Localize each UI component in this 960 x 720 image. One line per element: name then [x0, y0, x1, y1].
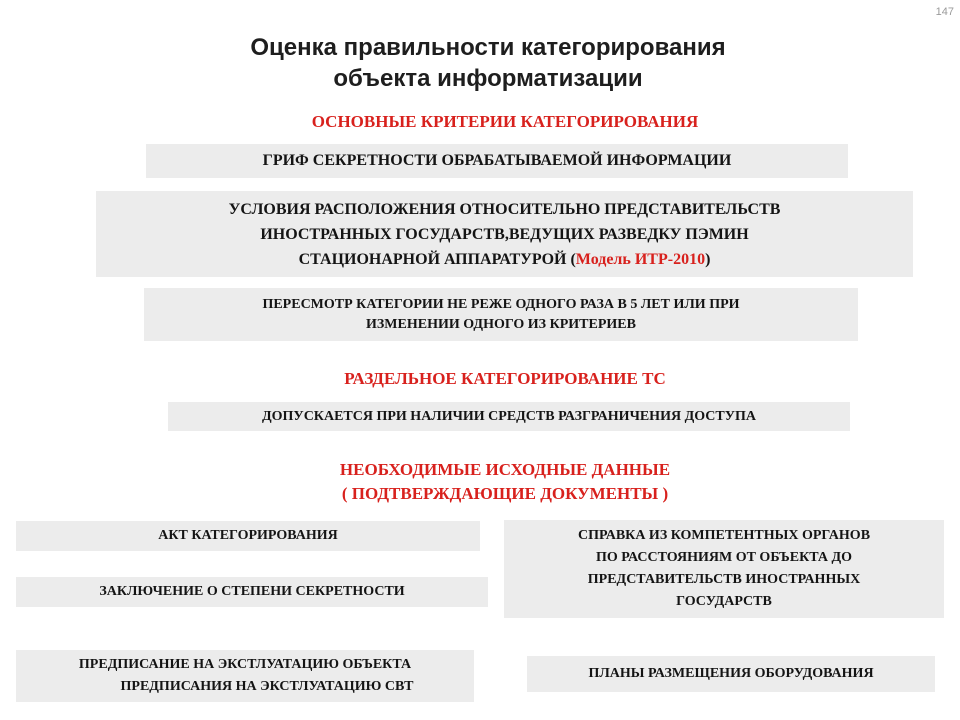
plans-box [527, 656, 935, 692]
classification-box [146, 144, 848, 178]
reference-line-2: ПО РАССТОЯНИЯМ ОТ ОБЪЕКТА ДО [595, 550, 853, 565]
required-data-heading-line-2: ( ПОДТВЕРЖДАЮЩИЕ ДОКУМЕНТЫ ) [341, 484, 669, 503]
prescription-line-1: ПРЕДПИСАНИЕ НА ЭКСТЛУАТАЦИЮ ОБЪЕКТА [78, 657, 412, 672]
review-line-2: ИЗМЕНЕНИИ ОДНОГО ИЗ КРИТЕРИЕВ [366, 316, 636, 332]
review-line-1: ПЕРЕСМОТР КАТЕГОРИИ НЕ РЕЖЕ ОДНОГО РАЗА В 5 ЛЕТ ИЛИ ПРИ [262, 296, 740, 312]
page-number: 147 [935, 6, 954, 18]
page-title-line-1: Оценка правильности категорирования [250, 34, 726, 61]
reference-box [504, 520, 944, 618]
main-criteria-heading: ОСНОВНЫЕ КРИТЕРИИ КАТЕГОРИРОВАНИЯ [311, 112, 699, 131]
prescription-line-2: ПРЕДПИСАНИЯ НА ЭКСТЛУАТАЦИЮ СВТ [120, 679, 414, 694]
location-conditions-line-3 [299, 247, 711, 272]
required-data-heading [200, 458, 810, 506]
location-conditions-line-1: УСЛОВИЯ РАСПОЛОЖЕНИЯ ОТНОСИТЕЛЬНО ПРЕДСТАВИТЕЛЬСТВ [228, 200, 781, 218]
required-data-heading-line-1: НЕОБХОДИМЫЕ ИСХОДНЫЕ ДАННЫЕ [339, 460, 671, 479]
act-box-text: АКТ КАТЕГОРИРОВАНИЯ [158, 528, 338, 543]
reference-line-4: ГОСУДАРСТВ [676, 594, 772, 609]
access-box [168, 402, 850, 431]
separate-categorization-heading: РАЗДЕЛЬНОЕ КАТЕГОРИРОВАНИЕ ТС [344, 369, 666, 388]
plans-box-text: ПЛАНЫ РАЗМЕЩЕНИЯ ОБОРУДОВАНИЯ [588, 666, 874, 681]
location-conditions-line-3-close: ) [705, 250, 711, 268]
conclusion-box [16, 577, 488, 607]
model-reference: Модель ИТР-2010 [575, 250, 706, 268]
reference-line-1: СПРАВКА ИЗ КОМПЕТЕНТНЫХ ОРГАНОВ [577, 528, 871, 543]
page-title-line-2: объекта информатизации [333, 65, 643, 92]
reference-line-3: ПРЕДСТАВИТЕЛЬСТВ ИНОСТРАННЫХ [587, 572, 861, 587]
prescription-box [16, 650, 474, 702]
location-conditions-box [96, 191, 913, 277]
conclusion-box-text: ЗАКЛЮЧЕНИЕ О СТЕПЕНИ СЕКРЕТНОСТИ [99, 584, 405, 599]
classification-box-text: ГРИФ СЕКРЕТНОСТИ ОБРАБАТЫВАЕМОЙ ИНФОРМАЦИИ [262, 152, 732, 169]
page-title [150, 32, 826, 94]
location-conditions-line-2: ИНОСТРАННЫХ ГОСУДАРСТВ,ВЕДУЩИХ РАЗВЕДКУ ПЭМИН [260, 225, 749, 243]
act-box [16, 521, 480, 551]
location-conditions-line-3-main: СТАЦИОНАРНОЙ АППАРАТУРОЙ ( [298, 250, 576, 268]
review-box [144, 288, 858, 341]
access-box-text: ДОПУСКАЕТСЯ ПРИ НАЛИЧИИ СРЕДСТВ РАЗГРАНИЧЕНИЯ ДОСТУПА [262, 408, 756, 424]
